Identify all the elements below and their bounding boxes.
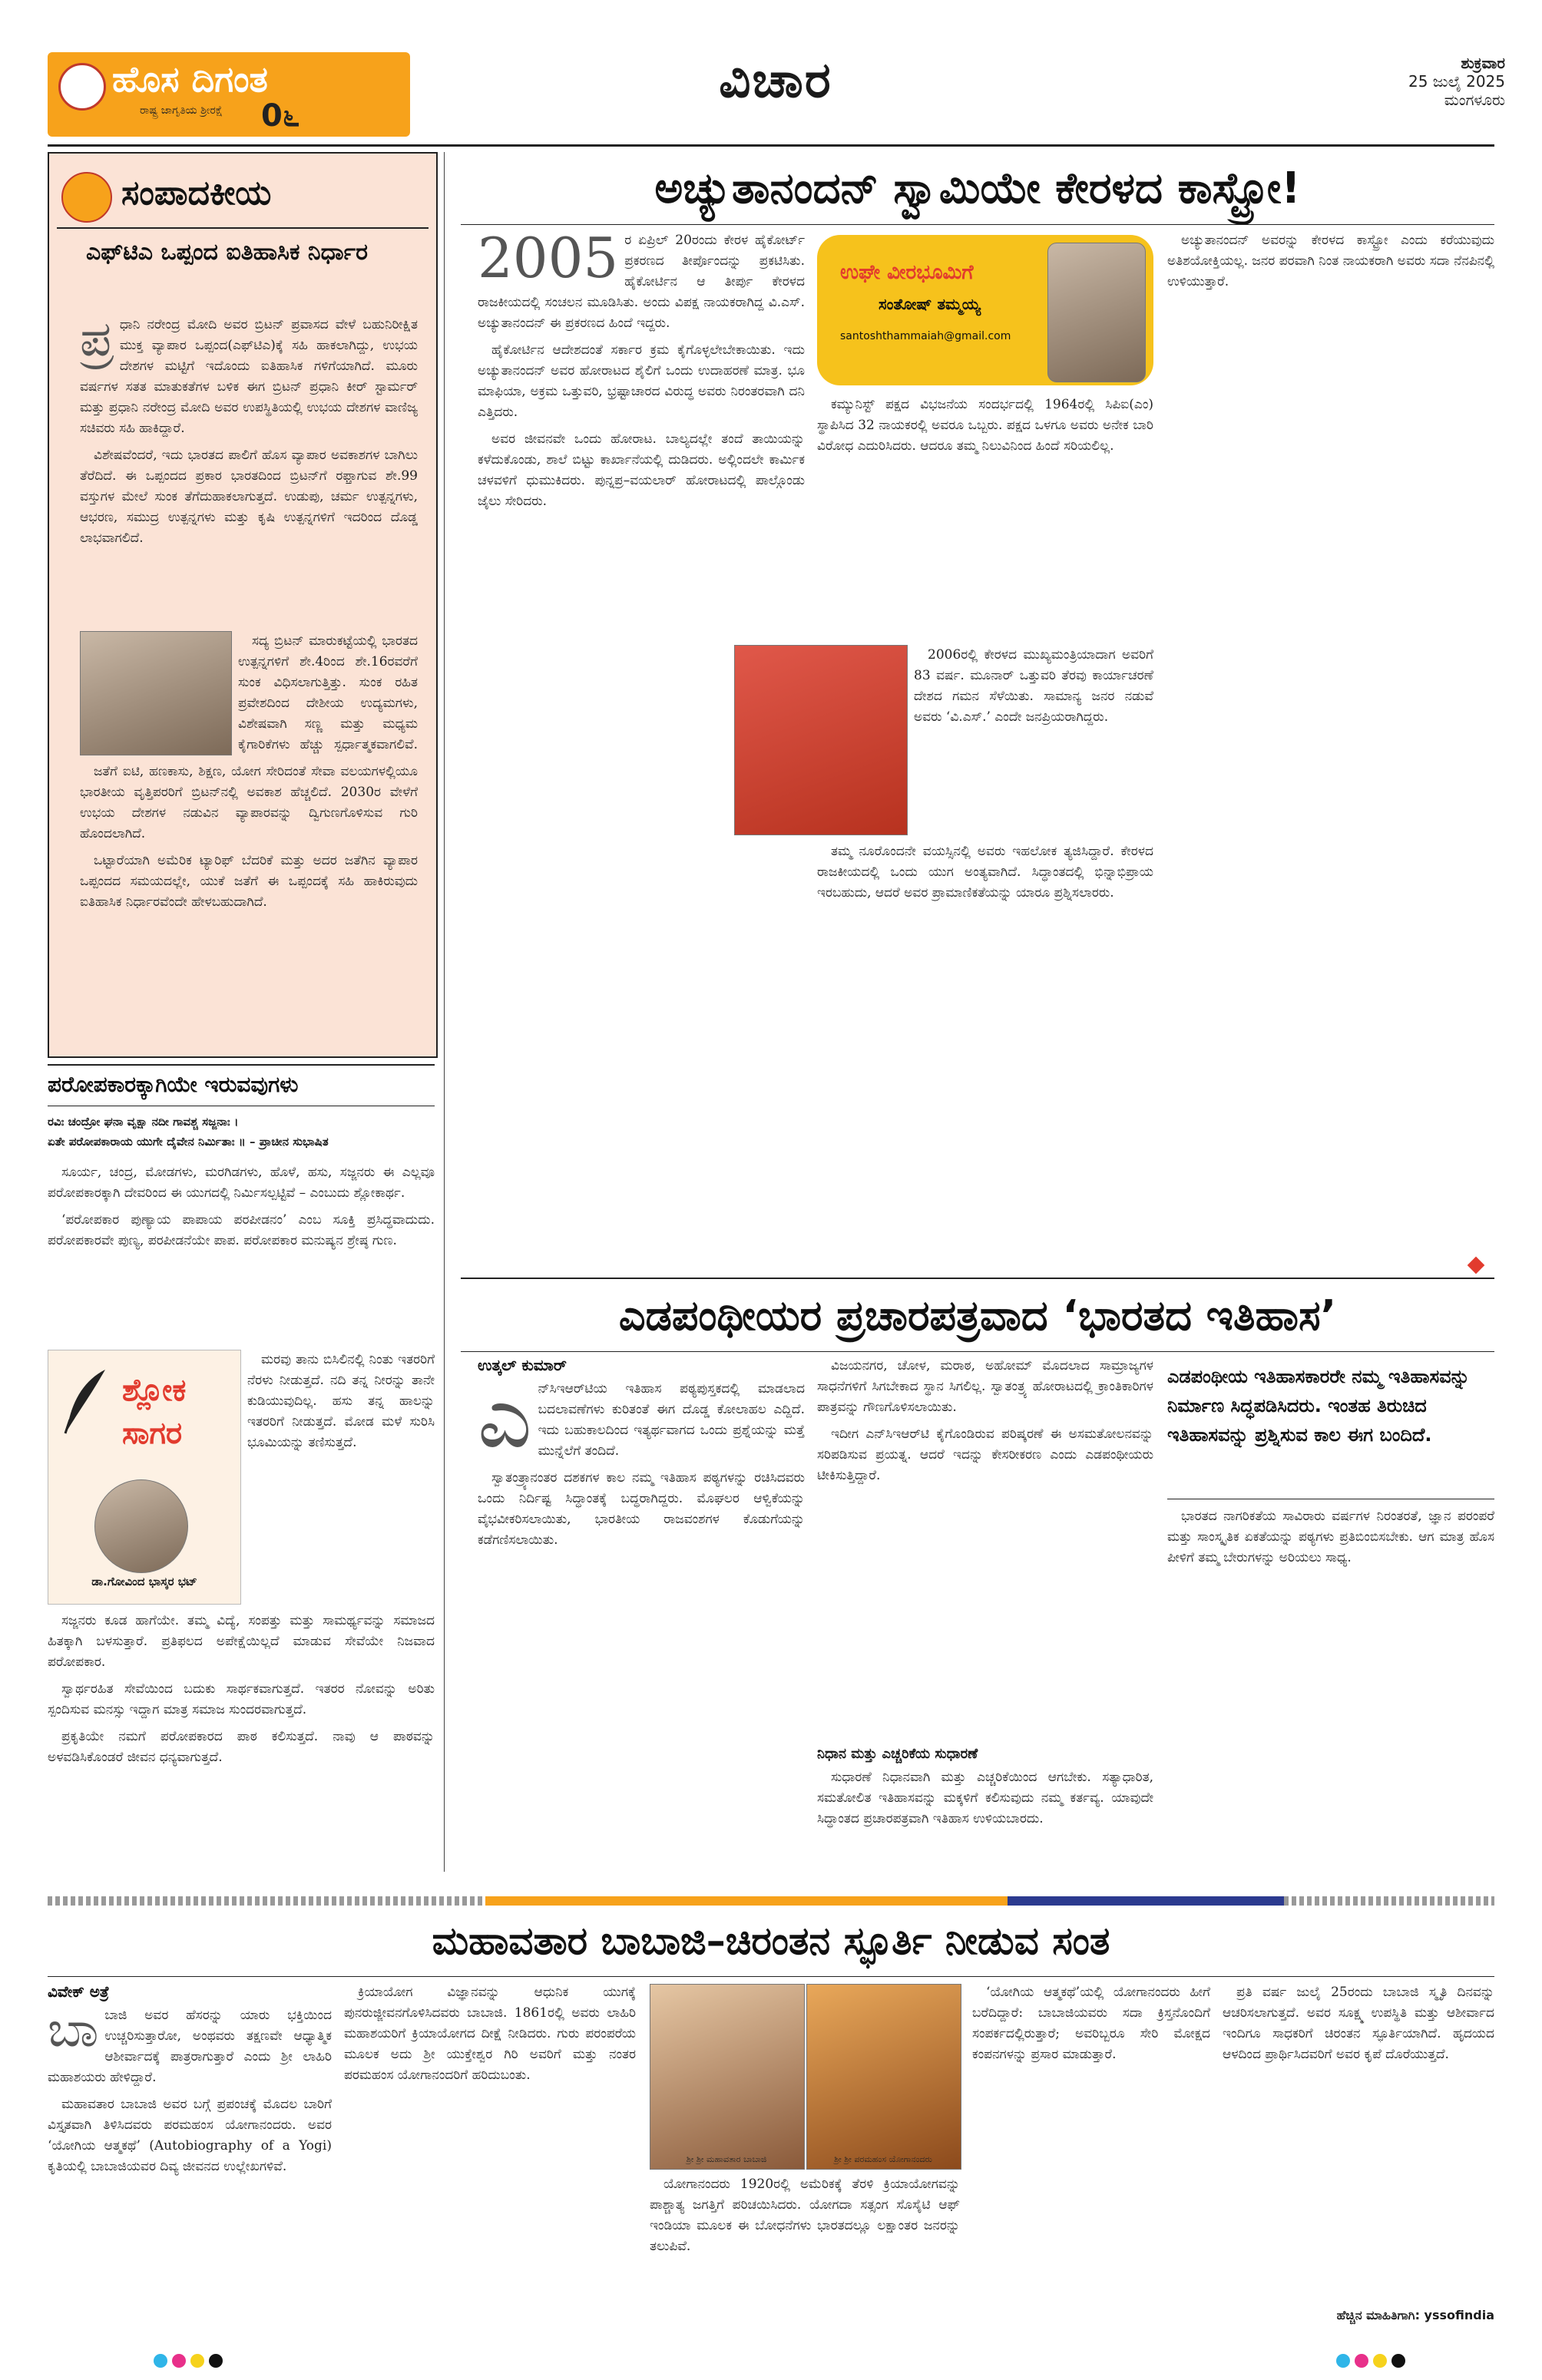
registration-mark-icon (1391, 2354, 1405, 2368)
editorial-body-top (80, 315, 418, 623)
itihasa-pullquote: ಎಡಪಂಥೀಯ ಇತಿಹಾಸಕಾರರೇ ನಮ್ಮ ಇತಿಹಾಸವನ್ನು ನಿರ್ಮಾಣ ಸಿದ್ಧಪಡಿಸಿದರು. ಇಂತಹ ತಿರುಚಿದ ಇತಿಹಾಸವನ್ನು ಪ್ರಶ್ನಿಸುವ ಕಾಲ ಈಗ ಬಂದಿದೆ. (1167, 1366, 1470, 1446)
itihasa-body-col2-bottom (817, 1767, 1153, 1875)
registration-mark-icon (172, 2354, 186, 2368)
achuthanandan-body-col2-bottom (817, 841, 1153, 1271)
achuthanandan-headline: ಅಚ್ಯುತಾನಂದನ್ ಸ್ವಾಮಿಯೇ ಕೇರಳದ ಕಾಸ್ಟ್ರೋ! (654, 164, 1301, 213)
masthead-rule (48, 144, 1494, 147)
itihasa-paragraph: ನ್‌ಸಿಇಆರ್‌ಟಿಯ ಇತಿಹಾಸ ಪಠ್ಯಪುಸ್ತಕದಲ್ಲಿ ಮಾಡಲಾದ ಬದಲಾವಣೆಗಳು ಕುರಿತಂತೆ ಈಗ ದೊಡ್ಡ ಕೋಲಾಹಲ ಎದ್ದಿದೆ. ಇದು ಬಹುಕಾಲದಿಂದ ಇತ್ಯರ್ಥವಾಗದ ಒಂದು ಪ್ರಶ್ನೆಯನ್ನು ಮತ್ತೆ ಮುನ್ನೆಲೆಗೆ ತಂದಿದೆ. (538, 1381, 805, 1459)
editorial-paragraph: ಒಟ್ಟಾರೆಯಾಗಿ ಅಮೆರಿಕ ಟ್ಯಾರಿಫ್ ಬೆದರಿಕೆ ಮತ್ತು ಅದರ ಜತೆಗಿನ ವ್ಯಾಪಾರ ಒಪ್ಪಂದದ ಸಮಯದಲ್ಲೇ, ಯುಕೆ ಜತೆಗೆ ಈ ಒಪ್ಪಂದಕ್ಕೆ ಸಹಿ ಹಾಕಿರುವುದು ಐತಿಹಾಸಿಕ ನಿರ್ಧಾರವೆಂದೇ ಹೇಳಬಹುದಾಗಿದೆ. (80, 853, 418, 910)
achuthanandan-paragraph: ತಮ್ಮ ನೂರೊಂದನೇ ವಯಸ್ಸಿನಲ್ಲಿ ಅವರು ಇಹಲೋಕ ತ್ಯಜಿಸಿದ್ದಾರೆ. ಕೇರಳದ ರಾಜಕೀಯದಲ್ಲಿ ಒಂದು ಯುಗ ಅಂತ್ಯವಾಗಿದೆ. ಸಿದ್ಧಾಂತದಲ್ಲಿ ಭಿನ್ನಾಭಿಪ್ರಾಯ ಇರಬಹುದು, ಆದರೆ ಅವರ ಪ್ರಾಮಾಣಿಕತೆಯನ್ನು ಯಾರೂ ಪ್ರಶ್ನಿಸಲಾರರು. (817, 844, 1153, 901)
separator-strip-orange (485, 1896, 1008, 1906)
columnist-photo (1047, 243, 1146, 382)
date-full: 25 ಜುಲೈ 2025 (1408, 72, 1505, 91)
paper-name: ಹೊಸ ದಿಗಂತ (112, 58, 268, 100)
paropakara-headline: ಪರೋಪಕಾರಕ್ಕಾಗಿಯೇ ಇರುವವುಗಳು (48, 1072, 299, 1097)
babaji-paragraph: ಮಹಾವತಾರ ಬಾಬಾಜಿ ಅವರ ಬಗ್ಗೆ ಪ್ರಪಂಚಕ್ಕೆ ಮೊದಲ ಬಾರಿಗೆ ವಿಸ್ತೃತವಾಗಿ ತಿಳಿಸಿದವರು ಪರಮಹಂಸ ಯೋಗಾನಂದರು. ಅವರ ‘ಯೋಗಿಯ ಆತ್ಮಕಥೆ’ (Autobiography of a Yogi) ಕೃತಿಯಲ್ಲಿ ಬಾಬಾಜಿಯವರ ದಿವ್ಯ ಜೀವನದ ಉಲ್ಲೇಖಗಳಿವೆ. (48, 2097, 332, 2174)
shloka-sagara-label: ಶ್ಲೋಕ ಸಾಗರ (122, 1373, 187, 1451)
paropakara-paragraph: ಸೂರ್ಯ, ಚಂದ್ರ, ಮೋಡಗಳು, ಮರಗಿಡಗಳು, ಹೊಳೆ, ಹಸು, ಸಜ್ಜನರು ಈ ಎಲ್ಲವೂ ಪರೋಪಕಾರಕ್ಕಾಗಿ ದೇವರಿಂದ ಈ ಯುಗದಲ್ಲಿ ನಿರ್ಮಿಸಲ್ಪಟ್ಟಿವೆ – ಎಂಬುದು ಶ್ಲೋಕಾರ್ಥ. (48, 1165, 435, 1201)
paropakara-body-top (48, 1162, 435, 1344)
itihasa-top-rule (461, 1278, 1494, 1279)
achuthanandan-paragraph: ಅಚ್ಯುತಾನಂದನ್ ಅವರನ್ನು ಕೇರಳದ ಕಾಸ್ಟ್ರೋ ಎಂದು ಕರೆಯುವುದು ಅತಿಶಯೋಕ್ತಿಯಲ್ಲ. ಜನರ ಪರವಾಗಿ ನಿಂತ ನಾಯಕರಾಗಿ ಅವರು ಸದಾ ನೆನಪಿನಲ್ಲಿ ಉಳಿಯುತ್ತಾರೆ. (1167, 233, 1494, 289)
separator-strip-blue (1008, 1896, 1284, 1906)
itihasa-paragraph: ಸುಧಾರಣೆ ನಿಧಾನವಾಗಿ ಮತ್ತು ಎಚ್ಚರಿಕೆಯಿಂದ ಆಗಬೇಕು. ಸತ್ಯಾಧಾರಿತ, ಸಮತೋಲಿತ ಇತಿಹಾಸವನ್ನು ಮಕ್ಕಳಿಗೆ ಕಲಿಸುವುದು ನಮ್ಮ ಕರ್ತವ್ಯ. ಯಾವುದೇ ಸಿದ್ಧಾಂತದ ಪ್ರಚಾರಪತ್ರವಾಗಿ ಇತಿಹಾಸ ಉಳಿಯಬಾರದು. (817, 1770, 1153, 1826)
editorial-headline: ಎಫ್‌ಟಿಎ ಒಪ್ಪಂದ ಐತಿಹಾಸಿಕ ನಿರ್ಧಾರ (86, 239, 368, 266)
yogananda-photo (806, 1984, 961, 2170)
paropakara-verse: ರವಿಃ ಚಂದ್ರೋ ಘನಾ ವೃಕ್ಷಾ ನದೀ ಗಾವಶ್ಚ ಸಜ್ಜನಾಃ । ಏತೇ ಪರೋಪಕಾರಾಯ ಯುಗೇ ದೈವೇನ ನಿರ್ಮಿತಾಃ ॥ – ಪ್ರಾಚೀನ ಸುಭಾಷಿತ (48, 1115, 329, 1149)
paropakara-paragraph: ಮರವು ತಾನು ಬಿಸಿಲಿನಲ್ಲಿ ನಿಂತು ಇತರರಿಗೆ ನೆರಳು ನೀಡುತ್ತದೆ. ನದಿ ತನ್ನ ನೀರನ್ನು ತಾನೇ ಕುಡಿಯುವುದಿಲ್ಲ. ಹಸು ತನ್ನ ಹಾಲನ್ನು ಇತರರಿಗೆ ನೀಡುತ್ತದೆ. ಮೋಡ ಮಳೆ ಸುರಿಸಿ ಭೂಮಿಯನ್ನು ತಣಿಸುತ್ತದೆ. (247, 1352, 435, 1450)
registration-mark-icon (1373, 2354, 1387, 2368)
achuthanandan-paragraph: ಹೈಕೋರ್ಟಿನ ಆದೇಶದಂತೆ ಸರ್ಕಾರ ಕ್ರಮ ಕೈಗೊಳ್ಳಲೇಬೇಕಾಯಿತು. ಇದು ಅಚ್ಯುತಾನಂದನ್ ಅವರ ಹೋರಾಟದ ಶೈಲಿಗೆ ಒಂದು ಉದಾಹರಣೆ ಮಾತ್ರ. ಭೂ ಮಾಫಿಯಾ, ಅಕ್ರಮ ಒತ್ತುವರಿ, ಭ್ರಷ್ಟಾಚಾರದ ವಿರುದ್ಧ ಅವರು ನಿರಂತರವಾಗಿ ದನಿ ಎತ್ತಿದರು. (478, 342, 805, 420)
column-author: ಸಂತೋಷ್ ತಮ್ಮಯ್ಯ (879, 295, 981, 313)
editorial-paragraph: ಸದ್ಯ ಬ್ರಿಟನ್ ಮಾರುಕಟ್ಟೆಯಲ್ಲಿ ಭಾರತದ ಉತ್ಪನ್ನಗಳಿಗೆ ಶೇ.4ರಿಂದ ಶೇ.16ರವರೆಗೆ ಸುಂಕ ವಿಧಿಸಲಾಗುತ್ತಿತ್ತು. ಸುಂಕ ರಹಿತ ಪ್ರವೇಶದಿಂದ ದೇಶೀಯ ಉದ್ಯಮಗಳು, ವಿಶೇಷವಾಗಿ ಸಣ್ಣ ಮತ್ತು ಮಧ್ಯಮ ಕೈಗಾರಿಕೆಗಳು ಹೆಚ್ಚು ಸ್ಪರ್ಧಾತ್ಮಕವಾಗಲಿವೆ. (238, 633, 418, 752)
registration-mark-icon (209, 2354, 223, 2368)
paropakara-paragraph: ಸ್ವಾರ್ಥರಹಿತ ಸೇವೆಯಿಂದ ಬದುಕು ಸಾರ್ಥಕವಾಗುತ್ತದೆ. ಇತರರ ನೋವನ್ನು ಅರಿತು ಸ್ಪಂದಿಸುವ ಮನಸ್ಸು ಇದ್ದಾಗ ಮಾತ್ರ ಸಮಾಜ ಸುಂದರವಾಗುತ್ತದೆ. (48, 1681, 435, 1717)
itihasa-headline-rule (461, 1351, 1494, 1352)
column-divider (444, 152, 445, 1872)
babaji-paragraph: ಬಾಜಿ ಅವರ ಹೆಸರನ್ನು ಯಾರು ಭಕ್ತಿಯಿಂದ ಉಚ್ಚರಿಸುತ್ತಾರೋ, ಅಂಥವರು ತಕ್ಷಣವೇ ಆಧ್ಯಾತ್ಮಿಕ ಆಶೀರ್ವಾದಕ್ಕೆ ಪಾತ್ರರಾಗುತ್ತಾರೆ ಎಂದು ಶ್ರೀ ಲಾಹಿರಿ ಮಹಾಶಯರು ಹೇಳಿದ್ದಾರೆ. (48, 2008, 332, 2085)
paropakara-paragraph: ‘ಪರೋಪಕಾರ ಪುಣ್ಯಾಯ ಪಾಪಾಯ ಪರಪೀಡನಂ’ ಎಂಬ ಸೂಕ್ತಿ ಪ್ರಸಿದ್ಧವಾದುದು. ಪರೋಪಕಾರವೇ ಪುಣ್ಯ, ಪರಪೀಡನೆಯೇ ಪಾಪ. ಪರೋಪಕಾರ ಮನುಷ್ಯನ ಶ್ರೇಷ್ಠ ಗುಣ. (48, 1212, 435, 1248)
column-bubble (817, 235, 1153, 385)
babaji-dropcap: ಬಾ (48, 2005, 99, 2058)
itihasa-body-col3 (1167, 1506, 1494, 1875)
itihasa-body-col2 (817, 1356, 1153, 1740)
achuthanandan-headline-rule (461, 224, 1494, 225)
editorial-panel (48, 152, 438, 1058)
editorial-dropcap: ಪ್ರ (80, 315, 114, 368)
registration-mark-icon (1336, 2354, 1350, 2368)
itihasa-paragraph: ಇದೀಗ ಎನ್‌ಸಿಇಆರ್‌ಟಿ ಕೈಗೊಂಡಿರುವ ಪರಿಷ್ಕರಣೆ ಈ ಅಸಮತೋಲನವನ್ನು ಸರಿಪಡಿಸುವ ಪ್ರಯತ್ನ. ಆದರೆ ಇದನ್ನು ಕೇಸರೀಕರಣ ಎಂದು ಎಡಪಂಥೀಯರು ಟೀಕಿಸುತ್ತಿದ್ದಾರೆ. (817, 1426, 1153, 1483)
date-edition: ಮಂಗಳೂರು (1444, 91, 1505, 109)
itihasa-headline: ಎಡಪಂಥೀಯರ ಪ್ರಚಾರಪತ್ರವಾದ ‘ಭಾರತದ ಇತಿಹಾಸ’ (618, 1291, 1337, 1340)
itihasa-paragraph: ವಿಜಯನಗರ, ಚೋಳ, ಮರಾಠ, ಅಹೋಮ್ ಮೊದಲಾದ ಸಾಮ್ರಾಜ್ಯಗಳ ಸಾಧನೆಗಳಿಗೆ ಸಿಗಬೇಕಾದ ಸ್ಥಾನ ಸಿಗಲಿಲ್ಲ. ಸ್ವಾತಂತ್ರ್ಯ ಹೋರಾಟದಲ್ಲಿ ಕ್ರಾಂತಿಕಾರಿಗಳ ಪಾತ್ರವನ್ನು ಗೌಣಗೊಳಿಸಲಾಯಿತು. (817, 1358, 1153, 1415)
achuthanandan-paragraph: 2006ರಲ್ಲಿ ಕೇರಳದ ಮುಖ್ಯಮಂತ್ರಿಯಾದಾಗ ಅವರಿಗೆ 83 ವರ್ಷ. ಮೂನಾರ್ ಒತ್ತುವರಿ ತೆರವು ಕಾರ್ಯಾಚರಣೆ ದೇಶದ ಗಮನ ಸೆಳೆಯಿತು. ಸಾಮಾನ್ಯ ಜನರ ನಡುವೆ ಅವರು ‘ವಿ.ಎಸ್.’ ಎಂದೇ ಜನಪ್ರಿಯರಾಗಿದ್ದರು. (914, 647, 1153, 725)
achuthanandan-paragraph: ರ ಏಪ್ರಿಲ್ 20ರಂದು ಕೇರಳ ಹೈಕೋರ್ಟ್ ಪ್ರಕರಣದ ತೀರ್ಪೊಂದನ್ನು ಪ್ರಕಟಿಸಿತು. ಹೈಕೋರ್ಟಿನ ಆ ತೀರ್ಪು ಕೇರಳದ ರಾಜಕೀಯದಲ್ಲಿ ಸಂಚಲನ ಮೂಡಿಸಿತು. ಅಂದು ವಿಪಕ್ಷ ನಾಯಕರಾಗಿದ್ದ ವಿ.ಎಸ್. ಅಚ್ಯುತಾನಂದನ್ ಈ ಪ್ರಕರಣದ ಹಿಂದೆ ಇದ್ದರು. (478, 233, 805, 331)
babaji-headline: ಮಹಾವತಾರ ಬಾಬಾಜಿ–ಚಿರಂತನ ಸ್ಫೂರ್ತಿ ನೀಡುವ ಸಂತ (432, 1919, 1110, 1963)
babaji-paragraph: ಕ್ರಿಯಾಯೋಗ ವಿಜ್ಞಾನವನ್ನು ಆಧುನಿಕ ಯುಗಕ್ಕೆ ಪುನರುಜ್ಜೀವನಗೊಳಿಸಿದವರು ಬಾಬಾಜಿ. 1861ರಲ್ಲಿ ಅವರು ಲಾಹಿರಿ ಮಹಾಶಯರಿಗೆ ಕ್ರಿಯಾಯೋಗದ ದೀಕ್ಷೆ ನೀಡಿದರು. ಗುರು ಪರಂಪರೆಯ ಮೂಲಕ ಅದು ಶ್ರೀ ಯುಕ್ತೇಶ್ವರ ಗಿರಿ ಅವರಿಗೆ ಮತ್ತು ನಂತರ ಪರಮಹಂಸ ಯೋಗಾನಂದರಿಗೆ ಹರಿದುಬಂತು. (344, 1985, 636, 2083)
itihasa-body-col1 (478, 1379, 805, 1875)
sun-emblem-icon (58, 63, 106, 111)
separator-strip-gray-right (1284, 1896, 1494, 1906)
babaji-body-col1 (48, 2005, 332, 2326)
paropakara-body-bottom (48, 1611, 435, 1872)
editorial-label-row (57, 169, 429, 229)
babaji-paragraph: ಯೋಗಾನಂದರು 1920ರಲ್ಲಿ ಅಮೆರಿಕಕ್ಕೆ ತೆರಳಿ ಕ್ರಿಯಾಯೋಗವನ್ನು ಪಾಶ್ಚಾತ್ಯ ಜಗತ್ತಿಗೆ ಪರಿಚಯಿಸಿದರು. ಯೋಗದಾ ಸತ್ಸಂಗ ಸೊಸೈಟಿ ಆಫ್ ಇಂಡಿಯಾ ಮೂಲಕ ಈ ಬೋಧನೆಗಳು ಭಾರತದಲ್ಲೂ ಲಕ್ಷಾಂತರ ಜನರನ್ನು ತಲುಪಿವೆ. (650, 2177, 960, 2254)
date-day: ಶುಕ್ರವಾರ (1461, 54, 1505, 72)
paropakara-paragraph: ಸಜ್ಜನರು ಕೂಡ ಹಾಗೆಯೇ. ತಮ್ಮ ವಿದ್ಯೆ, ಸಂಪತ್ತು ಮತ್ತು ಸಾಮರ್ಥ್ಯವನ್ನು ಸಮಾಜದ ಹಿತಕ್ಕಾಗಿ ಬಳಸುತ್ತಾರೆ. ಪ್ರತಿಫಲದ ಅಪೇಕ್ಷೆಯಿಲ್ಲದೆ ಮಾಡುವ ಸೇವೆಯೇ ನಿಜವಾದ ಪರೋಪಕಾರ. (48, 1613, 435, 1670)
registration-mark-icon (1355, 2354, 1368, 2368)
column-email: santoshthammaiah@gmail.com (840, 330, 1011, 342)
editorial-paragraph: ವಿಶೇಷವೆಂದರೆ, ಇದು ಭಾರತದ ಪಾಲಿಗೆ ಹೊಸ ವ್ಯಾಪಾರ ಅವಕಾಶಗಳ ಬಾಗಿಲು ತೆರೆದಿದೆ. ಈ ಒಪ್ಪಂದದ ಪ್ರಕಾರ ಭಾರತದಿಂದ ಬ್ರಿಟನ್‌ಗೆ ರಫ್ತಾಗುವ ಶೇ.99 ವಸ್ತುಗಳ ಮೇಲೆ ಸುಂಕ ತೆಗೆದುಹಾಕಲಾಗುತ್ತದೆ. ಉಡುಪು, ಚರ್ಮ ಉತ್ಪನ್ನಗಳು, ಆಭರಣ, ಸಮುದ್ರ ಉತ್ಪನ್ನಗಳು ಮತ್ತು ಕೃಷಿ ಉತ್ಪನ್ನಗಳಿಗೆ ಇದರಿಂದ ದೊಡ್ಡ ಲಾಭವಾಗಲಿದೆ. (80, 448, 418, 546)
masthead-logo (48, 52, 410, 137)
date-block (1275, 54, 1505, 109)
babaji-byline: ವಿವೇಕ್ ಅತ್ರೆ (48, 1982, 110, 2001)
editorial-paragraph: ಜತೆಗೆ ಐಟಿ, ಹಣಕಾಸು, ಶಿಕ್ಷಣ, ಯೋಗ ಸೇರಿದಂತೆ ಸೇವಾ ವಲಯಗಳಲ್ಲಿಯೂ ಭಾರತೀಯ ವೃತ್ತಿಪರರಿಗೆ ಬ್ರಿಟನ್‌ನಲ್ಲಿ ಅವಕಾಶ ಹೆಚ್ಚಲಿದೆ. 2030ರ ವೇಳೆಗೆ ಉಭಯ ದೇಶಗಳ ನಡುವಿನ ವ್ಯಾಪಾರವನ್ನು ದ್ವಿಗುಣಗೊಳಿಸುವ ಗುರಿ ಹೊಂದಲಾಗಿದೆ. (80, 764, 418, 841)
author-caption: ಡಾ.ಗೋವಿಂದ ಭಾಸ್ಕರ ಭಟ್ (91, 1575, 197, 1588)
registration-mark-icon (190, 2354, 204, 2368)
achuthanandan-body-col3 (1167, 230, 1494, 1271)
babaji-paragraph: ‘ಯೋಗಿಯ ಆತ್ಮಕಥೆ’ಯಲ್ಲಿ ಯೋಗಾನಂದರು ಹೀಗೆ ಬರೆದಿದ್ದಾರೆ: ಬಾಬಾಜಿಯವರು ಸದಾ ಕ್ರಿಸ್ತನೊಂದಿಗೆ ಸಂಪರ್ಕದಲ್ಲಿರುತ್ತಾರೆ; ಅವರಿಬ್ಬರೂ ಸೇರಿ ಮೋಕ್ಷದ ಕಂಪನಗಳನ್ನು ಪ್ರಸಾರ ಮಾಡುತ್ತಾರೆ. (972, 1985, 1210, 2062)
paropakara-paragraph: ಪ್ರಕೃತಿಯೇ ನಮಗೆ ಪರೋಪಕಾರದ ಪಾಠ ಕಲಿಸುತ್ತದೆ. ನಾವು ಆ ಪಾಠವನ್ನು ಅಳವಡಿಸಿಕೊಂಡರೆ ಜೀವನ ಧನ್ಯವಾಗುತ್ತದೆ. (48, 1729, 435, 1765)
author-avatar (94, 1479, 188, 1573)
column-name: ಉಘೇ ವೀರಭೂಮಿಗೆ (840, 261, 974, 284)
achuthanandan-paragraph: ಅವರ ಜೀವನವೇ ಒಂದು ಹೋರಾಟ. ಬಾಲ್ಯದಲ್ಲೇ ತಂದೆ ತಾಯಿಯನ್ನು ಕಳೆದುಕೊಂಡು, ಶಾಲೆ ಬಿಟ್ಟು ಕಾರ್ಖಾನೆಯಲ್ಲಿ ದುಡಿದರು. ಅಲ್ಲಿಂದಲೇ ಕಾರ್ಮಿಕ ಚಳವಳಿಗೆ ಧುಮುಕಿದರು. ಪುನ್ನಪ್ರ–ವಯಲಾರ್ ಹೋರಾಟದಲ್ಲಿ ಪಾಲ್ಗೊಂಡು ಜೈಲು ಸೇರಿದರು. (478, 431, 805, 509)
registration-mark-icon (154, 2354, 167, 2368)
editorial-logo-icon (61, 172, 112, 223)
babaji-photo-caption: ಶ್ರೀ ಶ್ರೀ ಮಹಾವತಾರ ಬಾಬಾಜಿ (686, 2154, 767, 2164)
yogananda-photo-caption: ಶ್ರೀ ಶ್ರೀ ಪರಮಹಂಸ ಯೋಗಾನಂದರು (834, 2154, 932, 2164)
shloka-sagara-box (48, 1350, 241, 1605)
itihasa-paragraph: ಸ್ವಾತಂತ್ರ್ಯಾನಂತರ ದಶಕಗಳ ಕಾಲ ನಮ್ಮ ಇತಿಹಾಸ ಪಠ್ಯಗಳನ್ನು ರಚಿಸಿದವರು ಒಂದು ನಿರ್ದಿಷ್ಟ ಸಿದ್ಧಾಂತಕ್ಕೆ ಬದ್ಧರಾಗಿದ್ದರು. ಮೊಘಲರ ಆಳ್ವಿಕೆಯನ್ನು ವೈಭವೀಕರಿಸಲಾಯಿತು, ಭಾರತೀಯ ರಾಜವಂಶಗಳ ಕೊಡುಗೆಯನ್ನು ಕಡೆಗಣಿಸಲಾಯಿತು. (478, 1470, 805, 1548)
achuthanandan-dropcap: 2005 (478, 230, 619, 290)
itihasa-byline: ಉತ್ಕಲ್ ಕುಮಾರ್ (478, 1356, 567, 1374)
section-title: ವಿಚಾರ (719, 52, 832, 109)
paropakara-body-side (247, 1350, 435, 1603)
babaji-source: ಹೆಚ್ಚಿನ ಮಾಹಿತಿಗಾಗಿ: yssofindia (1336, 2308, 1494, 2322)
babaji-body-col4 (972, 1982, 1210, 2326)
achuthanandan-body-col2-side (914, 645, 1153, 834)
quill-icon (59, 1366, 113, 1435)
editorial-label: ಸಂಪಾದಕೀಯ (121, 174, 272, 213)
itihasa-paragraph: ಭಾರತದ ನಾಗರಿಕತೆಯ ಸಾವಿರಾರು ವರ್ಷಗಳ ನಿರಂತರತೆ, ಜ್ಞಾನ ಪರಂಪರೆ ಮತ್ತು ಸಾಂಸ್ಕೃತಿಕ ಏಕತೆಯನ್ನು ಪಠ್ಯಗಳು ಪ್ರತಿಬಿಂಬಿಸಬೇಕು. ಆಗ ಮಾತ್ರ ಹೊಸ ಪೀಳಿಗೆ ತಮ್ಮ ಬೇರುಗಳನ್ನು ಅರಿಯಲು ಸಾಧ್ಯ. (1167, 1509, 1494, 1565)
itihasa-dropcap: ಎ (478, 1379, 532, 1466)
achuthanandan-photo (734, 645, 908, 835)
editorial-paragraph: ಧಾನಿ ನರೇಂದ್ರ ಮೋದಿ ಅವರ ಬ್ರಿಟನ್ ಪ್ರವಾಸದ ವೇಳೆ ಬಹುನಿರೀಕ್ಷಿತ ಮುಕ್ತ ವ್ಯಾಪಾರ ಒಪ್ಪಂದ(ಎಫ್‌ಟಿಎ)ಕ್ಕೆ ಸಹಿ ಹಾಕಲಾಗಿದ್ದು, ಉಭಯ ದೇಶಗಳ ಮಟ್ಟಿಗೆ ಇದೊಂದು ಐತಿಹಾಸಿಕ ಗಳಿಗೆಯಾಗಿದೆ. ಮೂರು ವರ್ಷಗಳ ಸತತ ಮಾತುಕತೆಗಳ ಬಳಿಕ ಈಗ ಬ್ರಿಟನ್ ಪ್ರಧಾನಿ ಕೀರ್ ಸ್ಟಾರ್ಮರ್ ಮತ್ತು ಪ್ರಧಾನಿ ನರೇಂದ್ರ ಮೋದಿ ಅವರ ಉಪಸ್ಥಿತಿಯಲ್ಲಿ ಉಭಯ ದೇಶಗಳ ವಾಣಿಜ್ಯ ಸಚಿವರು ಸಹಿ ಹಾಕಿದ್ದಾರೆ. (80, 317, 418, 436)
itihasa-subheading: ನಿಧಾನ ಮತ್ತು ಎಚ್ಚರಿಕೆಯ ಸುಧಾರಣೆ (817, 1746, 978, 1762)
achuthanandan-body-col2-top (817, 395, 1153, 640)
achuthanandan-paragraph: ಕಮ್ಯುನಿಸ್ಟ್ ಪಕ್ಷದ ವಿಭಜನೆಯ ಸಂದರ್ಭದಲ್ಲಿ 1964ರಲ್ಲಿ ಸಿಪಿಐ(ಎಂ) ಸ್ಥಾಪಿಸಿದ 32 ನಾಯಕರಲ್ಲಿ ಅವರೂ ಒಬ್ಬರು. ಪಕ್ಷದ ಒಳಗೂ ಅವರು ಅನೇಕ ಬಾರಿ ವಿರೋಧ ಎದುರಿಸಿದರು. ಆದರೂ ತಮ್ಮ ನಿಲುವಿನಿಂದ ಹಿಂದೆ ಸರಿಯಲಿಲ್ಲ. (817, 397, 1153, 454)
babaji-paragraph: ಪ್ರತಿ ವರ್ಷ ಜುಲೈ 25ರಂದು ಬಾಬಾಜಿ ಸ್ಮೃತಿ ದಿನವನ್ನು ಆಚರಿಸಲಾಗುತ್ತದೆ. ಅವರ ಸೂಕ್ಷ್ಮ ಉಪಸ್ಥಿತಿ ಮತ್ತು ಆಶೀರ್ವಾದ ಇಂದಿಗೂ ಸಾಧಕರಿಗೆ ಚಿರಂತನ ಸ್ಫೂರ್ತಿಯಾಗಿದೆ. ಹೃದಯದ ಆಳದಿಂದ ಪ್ರಾರ್ಥಿಸಿದವರಿಗೆ ಅವರ ಕೃಪೆ ದೊರೆಯುತ್ತದೆ. (1223, 1985, 1494, 2062)
editorial-photo (80, 631, 232, 755)
paropakara-top-rule (48, 1064, 435, 1066)
babaji-body-col3 (650, 2174, 960, 2326)
separator-strip-gray (48, 1896, 485, 1906)
babaji-body-col2 (344, 1982, 636, 2326)
editorial-body-bottom (80, 762, 418, 1046)
editorial-body-mid (238, 631, 418, 754)
paper-tagline: ರಾಷ್ಟ್ರ ಜಾಗೃತಿಯ ಶ್ರೀರಕ್ಷೆ (140, 104, 223, 117)
page-number: 0೬ (261, 98, 300, 134)
babaji-headline-rule (48, 1976, 1494, 1977)
babaji-photo (650, 1984, 805, 2170)
babaji-body-col5 (1223, 1982, 1494, 2305)
